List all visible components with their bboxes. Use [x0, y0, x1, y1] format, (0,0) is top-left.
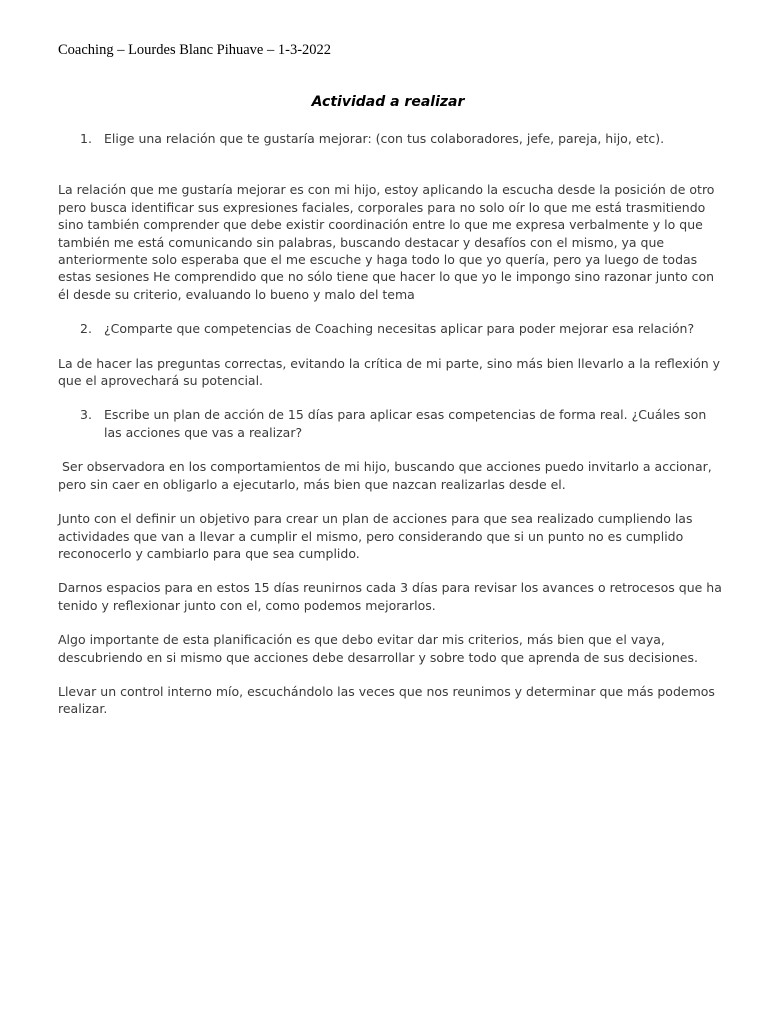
question-text: Escribe un plan de acción de 15 días para aplicar esas competencias de forma real. ¿Cuáles son las acciones que vas a realizar? [104, 407, 707, 440]
answer-3-paragraph: Ser observadora en los comportamientos de mi hijo, buscando que acciones puedo invitarlo a accionar, pero sin caer en obligarlo a ejecutarlo, más bien que nazcan realizarlas desde el. [58, 459, 716, 492]
document-body [58, 130, 722, 718]
question-number: 2. [80, 321, 92, 337]
answer-3-paragraph: Llevar un control interno mío, escuchándolo las veces que nos reunimos y determinar que más podemos realizar. [58, 683, 715, 717]
answer-3-paragraph: Darnos espacios para en estos 15 días reunirnos cada 3 días para revisar los avances o retrocesos que ha tenido y reflexionar junto con el, como podemos mejorarlos. [58, 580, 722, 613]
document-title: Actividad a realizar [311, 94, 465, 110]
question-1 [58, 130, 722, 147]
answer-3-paragraph: Junto con el definir un objetivo para crear un plan de acciones para que sea realizado cumpliendo las actividades que van a llevar a cumplir el mismo, pero considerando que si un punto no es cumplido reconocerlo y cambiarlo para que sea cumplido. [58, 511, 693, 561]
answer-1: La relación que me gustaría mejorar es con mi hijo, estoy aplicando la escucha desde la posición de otro pero busca identificar sus expresiones faciales, corporales para no solo oír lo que me está trasmitiendo sino también comprender que debe existir coordinación entre lo que me expresa verbalmente y lo que también me está comunicando sin palabras, buscando destacar y desafíos con el mismo, ya que anteriormente solo esperaba que el me escuche y haga todo lo que yo quería, pero ya luego de todas estas sesiones He comprendido que no sólo tiene que hacer lo que yo le impongo sino razonar junto con él desde su criterio, evaluando lo bueno y malo del tema [58, 182, 715, 302]
document-header: Coaching – Lourdes Blanc Pihuave – 1-3-2022 [58, 42, 332, 58]
question-3 [58, 406, 722, 441]
question-text: Elige una relación que te gustaría mejorar: (con tus colaboradores, jefe, pareja, hijo, etc). [104, 131, 665, 146]
answer-2: La de hacer las preguntas correctas, evitando la crítica de mi parte, sino más bien llevarlo a la reflexión y que el aprovechará su potencial. [58, 355, 721, 389]
question-text: ¿Comparte que competencias de Coaching necesitas aplicar para poder mejorar esa relación? [104, 321, 695, 337]
question-number: 3. [80, 407, 92, 423]
answer-3-paragraph: Algo importante de esta planificación es que debo evitar dar mis criterios, más bien que el vaya, descubriendo en si mismo que acciones debe desarrollar y sobre todo que aprenda de sus decisiones. [58, 632, 698, 665]
question-number: 1. [80, 131, 92, 146]
question-2 [58, 320, 722, 337]
